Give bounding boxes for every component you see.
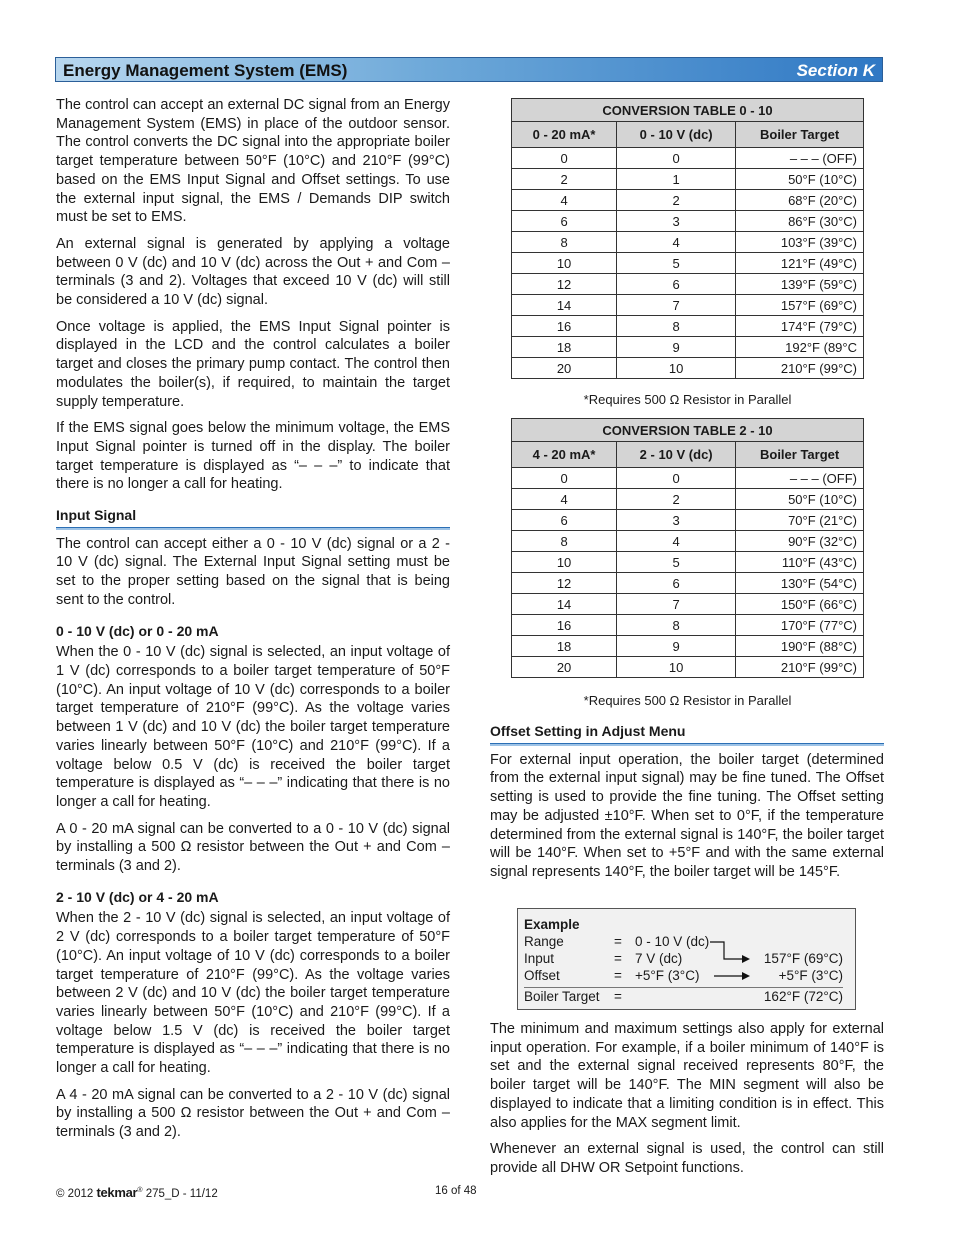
conversion-table-2-10 bbox=[511, 418, 864, 678]
paragraph: An external signal is generated by applying a voltage between 0 V (dc) and 10 V (dc) across the Out + and Com – terminals (3 and 2). Voltages that exceed 10 V (dc) will still be considered a 10 V (dc) signal. bbox=[56, 235, 450, 309]
equals-sign: = bbox=[614, 968, 622, 983]
paragraph: If the EMS signal goes below the minimum voltage, the EMS Input Signal pointer is turned off in the display. The boiler target temperature is displayed as “– – –” to indicate that there is no longer a call for heating. bbox=[56, 420, 450, 493]
boiler-target-label: Boiler Target bbox=[524, 989, 600, 1004]
section-label: Section K bbox=[796, 61, 875, 80]
table-row bbox=[512, 615, 864, 636]
table-cell: 70°F (21°C) bbox=[736, 510, 864, 531]
paragraph: When the 0 - 10 V (dc) signal is selected, an input voltage of 1 V (dc) corresponds to a boiler target temperature of 50°F (10°C). An input voltage of 10 V (dc) corresponds to a boiler target temperature of 210°F (99°C). As the voltage varies between 1 V (dc) and 10 V (dc) the boiler target temperature varies linearly between 50°F (10°C) and 210°F (99°C). If a voltage below 0.5 V (dc) is received the boiler target temperature is displayed as “– – –” indicating that there is no longer a call for heating. bbox=[56, 644, 450, 810]
input-value: 7 V (dc) bbox=[635, 951, 683, 966]
table-note: *Requires 500 Ω Resistor in Parallel bbox=[583, 392, 792, 407]
input-signal-heading: Input Signal bbox=[56, 506, 450, 528]
table-cell: 0 bbox=[617, 468, 736, 489]
table-cell: 10 bbox=[617, 657, 736, 678]
table-cell: 2 bbox=[617, 489, 736, 510]
table-cell: 4 bbox=[512, 489, 617, 510]
table-cell: 50°F (10°C) bbox=[736, 169, 864, 190]
table-cell: 8 bbox=[617, 316, 736, 337]
right-column bbox=[490, 720, 884, 890]
subheading-0-10: 0 - 10 V (dc) or 0 - 20 mA bbox=[56, 622, 219, 639]
table-row bbox=[512, 594, 864, 615]
table-row bbox=[512, 169, 864, 190]
table-cell: 6 bbox=[617, 573, 736, 594]
table-title: CONVERSION TABLE 2 - 10 bbox=[512, 419, 864, 442]
table-header: Boiler Target bbox=[736, 122, 864, 148]
table-cell: 7 bbox=[617, 594, 736, 615]
table-cell: 110°F (43°C) bbox=[736, 552, 864, 573]
paragraph: The minimum and maximum settings also apply for external input operation. For example, if a boiler minimum of 140°F is set and the external signal received represents 80°F, the boiler target will be 140°F. The MIN segment will also be displayed to indicate that a limiting condition is in effect. This also applies for the MAX segment limit. bbox=[490, 1021, 884, 1131]
table-cell: 12 bbox=[512, 573, 617, 594]
table-row bbox=[512, 510, 864, 531]
table-cell: 130°F (54°C) bbox=[736, 573, 864, 594]
table-row bbox=[512, 211, 864, 232]
copyright: © 2012 bbox=[56, 1188, 94, 1200]
page-title: Energy Management System (EMS) bbox=[63, 61, 348, 80]
table-row bbox=[512, 316, 864, 337]
arrow-icon bbox=[708, 939, 756, 983]
table-header: 2 - 10 V (dc) bbox=[617, 442, 736, 468]
table-row bbox=[512, 274, 864, 295]
table-cell: 3 bbox=[617, 211, 736, 232]
equals-sign: = bbox=[614, 934, 622, 949]
intro-paragraph: The control can accept an external DC signal from an Energy Management System (EMS) in place of the outdoor sensor. The control converts the DC signal into the appropriate boiler target temperature between 50°F (10°C) and 210°F (99°C) based on the EMS Input Signal and Offset settings. To use the external input signal, the EMS / Demands DIP switch must be set to EMS. bbox=[56, 97, 450, 226]
table-cell: 139°F (59°C) bbox=[736, 274, 864, 295]
offset-label: Offset bbox=[524, 968, 560, 983]
table-cell: 5 bbox=[617, 253, 736, 274]
table-cell: 50°F (10°C) bbox=[736, 489, 864, 510]
table-cell: 5 bbox=[617, 552, 736, 573]
table-cell: 103°F (39°C) bbox=[736, 232, 864, 253]
offset-result: +5°F (3°C) bbox=[778, 968, 843, 983]
page-number: 16 of 48 bbox=[435, 1185, 477, 1197]
table-row bbox=[512, 358, 864, 379]
table-cell: 192°F (89°C bbox=[736, 337, 864, 358]
table-row bbox=[512, 253, 864, 274]
divider bbox=[524, 987, 843, 988]
table-cell: 121°F (49°C) bbox=[736, 253, 864, 274]
table-cell: 9 bbox=[617, 337, 736, 358]
table-row bbox=[512, 489, 864, 510]
table-cell: 210°F (99°C) bbox=[736, 657, 864, 678]
table-cell: 210°F (99°C) bbox=[736, 358, 864, 379]
table-cell: 86°F (30°C) bbox=[736, 211, 864, 232]
paragraph: Once voltage is applied, the EMS Input Signal pointer is displayed in the LCD and the control calculates a boiler target and closes the primary pump contact. The control then modulates the boiler(s), if required, to maintain the target supply temperature. bbox=[56, 318, 450, 410]
table-row bbox=[512, 337, 864, 358]
paragraph: For external input operation, the boiler target (determined from the external input signal) may be fine tuned. The Offset setting is used to provide the fine tuning. The Offset setting may be adjusted ±10°F. When set to 0°F, if the temperature determined from the external signal is 140°F, the boiler target will be 140°F. When set to +5°F and with the same external signal represents 140°F, the boiler target will be 145°F. bbox=[490, 751, 884, 880]
table-cell: 0 bbox=[512, 148, 617, 169]
conversion-table-0-10 bbox=[511, 98, 864, 379]
range-value: 0 - 10 V (dc) bbox=[635, 934, 710, 949]
table-row bbox=[512, 636, 864, 657]
paragraph: When the 2 - 10 V (dc) signal is selected, an input voltage of 2 V (dc) corresponds to a boiler target temperature of 50°F (10°C). An input voltage of 10 V (dc) corresponds to a boiler target temperature of 210°F (99°C). As the voltage varies between 2 V (dc) and 10 V (dc) the boiler target temperature varies linearly between 50°F (10°C) and 210°F (99°C). If a voltage below 1.5 V (dc) is received the boiler target temperature is displayed as “– – –” indicating that there is no longer a call for heating. bbox=[56, 910, 450, 1077]
table-header: 0 - 20 mA* bbox=[512, 122, 617, 148]
table-cell: 4 bbox=[512, 190, 617, 211]
left-column bbox=[56, 96, 450, 1150]
table-row bbox=[512, 148, 864, 169]
example-box bbox=[517, 908, 856, 1010]
paragraph: The control can accept either a 0 - 10 V (dc) signal or a 2 - 10 V (dc) signal. The External Input Signal setting must be set to the proper setting based on the signal that is being sent to the control. bbox=[56, 535, 450, 608]
paragraph: A 4 - 20 mA signal can be converted to a 2 - 10 V (dc) signal by installing a 500 Ω resistor between the Out + and Com – terminals (3 and 2). bbox=[56, 1086, 450, 1141]
table-cell: 8 bbox=[617, 615, 736, 636]
table-title: CONVERSION TABLE 0 - 10 bbox=[512, 99, 864, 122]
table-cell: 16 bbox=[512, 615, 617, 636]
table-header: Boiler Target bbox=[736, 442, 864, 468]
table-cell: 8 bbox=[512, 531, 617, 552]
table-cell: – – – (OFF) bbox=[736, 468, 864, 489]
table-cell: 6 bbox=[512, 211, 617, 232]
table-cell: 4 bbox=[617, 232, 736, 253]
table-header: 4 - 20 mA* bbox=[512, 442, 617, 468]
boiler-target-result: 162°F (72°C) bbox=[763, 989, 843, 1004]
range-label: Range bbox=[524, 934, 564, 949]
table-cell: 10 bbox=[512, 552, 617, 573]
table-cell: 12 bbox=[512, 274, 617, 295]
table-cell: 2 bbox=[512, 169, 617, 190]
table-row bbox=[512, 468, 864, 489]
table-row bbox=[512, 232, 864, 253]
table-cell: 6 bbox=[512, 510, 617, 531]
table-cell: 190°F (88°C) bbox=[736, 636, 864, 657]
table-cell: 18 bbox=[512, 337, 617, 358]
table-cell: 2 bbox=[617, 190, 736, 211]
paragraph: Whenever an external signal is used, the control can still provide all DHW OR Setpoint functions. bbox=[490, 1141, 884, 1176]
table-row bbox=[512, 552, 864, 573]
table-cell: 10 bbox=[617, 358, 736, 379]
subheading-2-10: 2 - 10 V (dc) or 4 - 20 mA bbox=[56, 888, 219, 905]
example-title: Example bbox=[524, 917, 580, 932]
table-cell: 3 bbox=[617, 510, 736, 531]
paragraph: A 0 - 20 mA signal can be converted to a 0 - 10 V (dc) signal by installing a 500 Ω resistor between the Out + and Com – terminals (3 and 2). bbox=[56, 820, 450, 875]
table-cell: 20 bbox=[512, 358, 617, 379]
table-cell: 157°F (69°C) bbox=[736, 295, 864, 316]
table-cell: – – – (OFF) bbox=[736, 148, 864, 169]
right-column-lower bbox=[490, 1020, 884, 1186]
table-cell: 14 bbox=[512, 594, 617, 615]
table-cell: 170°F (77°C) bbox=[736, 615, 864, 636]
table-row bbox=[512, 657, 864, 678]
input-label: Input bbox=[524, 951, 555, 966]
table-header: 0 - 10 V (dc) bbox=[617, 122, 736, 148]
table-cell: 1 bbox=[617, 169, 736, 190]
offset-value: +5°F (3°C) bbox=[635, 968, 700, 983]
table-cell: 7 bbox=[617, 295, 736, 316]
table-cell: 18 bbox=[512, 636, 617, 657]
table-cell: 16 bbox=[512, 316, 617, 337]
table-cell: 68°F (20°C) bbox=[736, 190, 864, 211]
table-cell: 150°F (66°C) bbox=[736, 594, 864, 615]
table-cell: 14 bbox=[512, 295, 617, 316]
table-cell: 10 bbox=[512, 253, 617, 274]
table-cell: 9 bbox=[617, 636, 736, 657]
section-header-bar bbox=[55, 57, 883, 82]
table-cell: 174°F (79°C) bbox=[736, 316, 864, 337]
table-row bbox=[512, 190, 864, 211]
document-number: 275_D - 11/12 bbox=[145, 1188, 218, 1200]
table-cell: 8 bbox=[512, 232, 617, 253]
table-cell: 20 bbox=[512, 657, 617, 678]
table-row bbox=[512, 531, 864, 552]
table-cell: 0 bbox=[512, 468, 617, 489]
table-cell: 4 bbox=[617, 531, 736, 552]
equals-sign: = bbox=[614, 989, 622, 1004]
offset-heading: Offset Setting in Adjust Menu bbox=[490, 722, 884, 744]
table-row bbox=[512, 573, 864, 594]
footer-left: © 2012 tekmar® 275_D - 11/12 bbox=[56, 1185, 218, 1200]
table-cell: 90°F (32°C) bbox=[736, 531, 864, 552]
table-cell: 0 bbox=[617, 148, 736, 169]
table-row bbox=[512, 295, 864, 316]
brand-logo: tekmar bbox=[96, 1185, 138, 1200]
equals-sign: = bbox=[614, 951, 622, 966]
table-note: *Requires 500 Ω Resistor in Parallel bbox=[583, 693, 792, 708]
input-result: 157°F (69°C) bbox=[763, 951, 843, 966]
table-cell: 6 bbox=[617, 274, 736, 295]
